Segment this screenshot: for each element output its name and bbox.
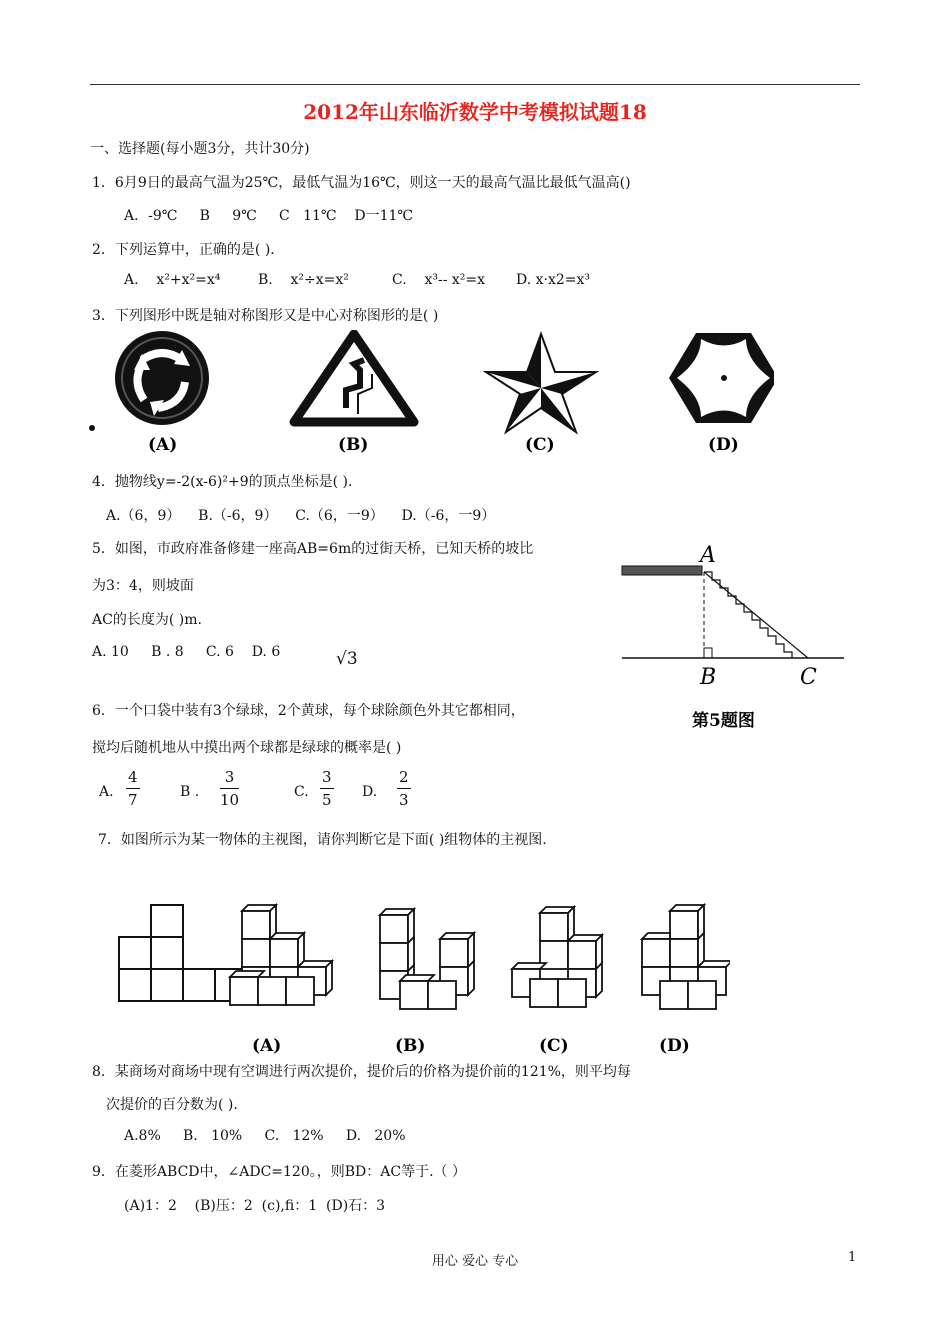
numerator: 3 [320, 768, 334, 789]
q3-label-c: (C) [525, 435, 555, 455]
q9-stem: 9．在菱形ABCD中，∠ADC=120。，则BD：AC等于.（ ） [92, 1164, 466, 1180]
q6-option-d-fraction [397, 768, 411, 809]
option-b-cubes [380, 909, 474, 1009]
q3-label-a: (A) [148, 435, 178, 455]
q8-stem-line2: 次提价的百分数为( ). [106, 1097, 238, 1113]
page-number: 1 [848, 1250, 857, 1265]
q5-point-b-label: B [700, 665, 717, 690]
numerator: 4 [126, 768, 140, 789]
q9-options: (A)1：2 (B)压：2 (c),fi：1 (D)石：3 [124, 1198, 386, 1214]
q5-stem-line1: 5．如图，市政府准备修建一座高AB=6m的过街天桥，已知天桥的坡比 [92, 541, 534, 557]
numerator: 3 [220, 768, 239, 789]
q1-stem: 1．6月9日的最高气温为25℃，最低气温为16℃，则这一天的最高气温比最低气温高() [92, 175, 631, 191]
section-heading: 一、选择题(每小题3分，共计30分) [90, 141, 310, 157]
q7-label-b: (B) [395, 1036, 426, 1056]
denominator: 10 [220, 791, 240, 809]
page-footer: 用心 爱心 专心 [431, 1254, 519, 1269]
hexagon-figure [669, 333, 774, 423]
page-title: 2012年山东临沂数学中考模拟试题18 [303, 100, 647, 124]
q3-label-d: (D) [708, 435, 739, 455]
q5-stem-line3: AC的长度为( )m. [92, 612, 202, 628]
q2-option-b: B. x²÷x=x² [258, 272, 349, 288]
option-a-cubes [230, 905, 332, 1005]
q7-label-a: (A) [252, 1036, 282, 1056]
option-c-cubes [512, 907, 602, 1007]
denominator: 5 [322, 791, 332, 809]
q7-label-d: (D) [659, 1036, 690, 1056]
q8-options: A.8% B. 10% C. 12% D. 20% [124, 1128, 406, 1144]
q5-option-d-sqrt: √3 [336, 649, 358, 669]
q8-stem-line1: 8．某商场对商场中现有空调进行两次提价，提价后的价格为提价前的121%，则平均每 [92, 1064, 631, 1080]
q6-option-c-letter: C. [294, 784, 309, 800]
q6-option-d-letter: D. [362, 784, 378, 800]
q2-option-c: C. x³-- x²=x [392, 272, 486, 288]
denominator: 3 [399, 791, 409, 809]
q3-stem: 3．下列图形中既是轴对称图形又是中心对称图形的是( ) [92, 308, 439, 324]
q2-stem: 2．下列运算中，正确的是( )． [92, 242, 285, 258]
q6-option-a-fraction [126, 768, 140, 809]
q5-options: A. 10 B . 8 C. 6 D. 6 [92, 644, 281, 660]
q3-label-b: (B) [338, 435, 369, 455]
header-rule [90, 84, 860, 85]
q6-option-b-letter: B . [180, 784, 200, 800]
q4-stem: 4．抛物线y=-2(x-6)²+9的顶点坐标是( )． [92, 474, 363, 490]
q7-label-c: (C) [539, 1036, 569, 1056]
q7-stem: 7．如图所示为某一物体的主视图，请你判断它是下面( )组物体的主视图. [98, 832, 547, 848]
q2-option-d: D. x·x2=x³ [516, 272, 591, 288]
numerator: 2 [397, 768, 411, 789]
q1-options: A．-9℃ B 9℃ C 11℃ D一11℃ [124, 208, 414, 224]
denominator: 7 [128, 791, 138, 809]
q3-figures [84, 330, 774, 455]
q7-cube-figures [110, 895, 730, 1060]
q5-stem-line2: 为3：4，则坡面 [92, 578, 194, 594]
roundabout-sign-figure [89, 331, 209, 431]
q5-point-c-label: C [800, 665, 817, 690]
option-d-cubes [642, 905, 730, 1009]
q5-bridge-figure [618, 538, 848, 738]
q5-figure-caption: 第5题图 [692, 711, 755, 731]
q6-stem-line1: 6．一个口袋中装有3个绿球，2个黄球，每个球除颜色外其它都相同， [92, 703, 525, 719]
q6-option-c-fraction [320, 768, 334, 809]
q6-stem-line2: 搅均后随机地从中摸出两个球都是绿球的概率是( ) [92, 740, 402, 756]
q2-option-a: A. x²+x²=x⁴ [124, 272, 221, 288]
q6-option-a-letter: A. [99, 784, 114, 800]
q6-option-b-fraction [220, 768, 239, 809]
star-figure [486, 334, 596, 432]
warning-triangle-figure [294, 334, 414, 422]
q4-options: A.（6，9） B.（-6，9） C.（6，一9） D.（-6，一9） [106, 508, 496, 524]
q5-point-a-label: A [700, 543, 716, 568]
